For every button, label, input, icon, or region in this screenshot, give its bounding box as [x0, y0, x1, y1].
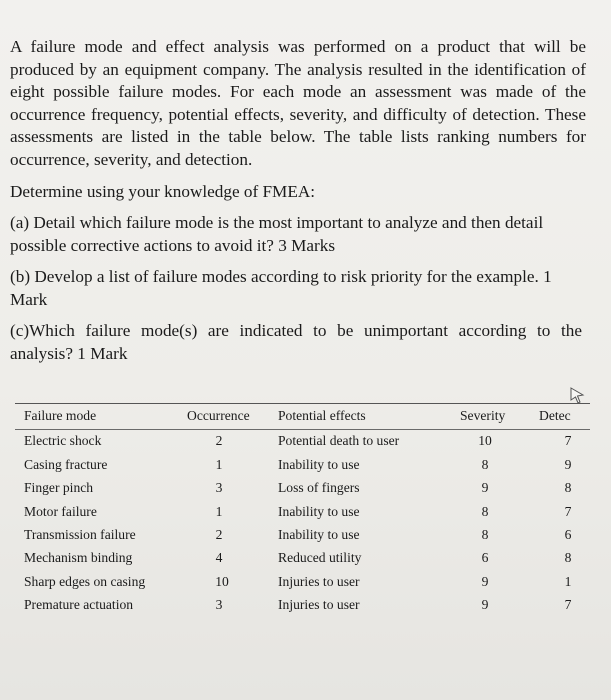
table-cell-mode: Electric shock: [24, 433, 102, 448]
table-cell-occurrence: 2: [215, 433, 223, 448]
table-cell-effect: Injuries to user: [278, 597, 360, 612]
table-cell-occurrence: 3: [215, 597, 223, 612]
table-cell-severity: 8: [481, 457, 489, 472]
header-detection: Detec: [539, 408, 571, 423]
table-cell-occurrence: 2: [215, 527, 223, 542]
table-cell-occurrence: 10: [215, 574, 229, 589]
table-cell-occurrence: 1: [215, 457, 223, 472]
table-cell-severity: 9: [481, 574, 489, 589]
table-cell-mode: Motor failure: [24, 504, 97, 519]
table-cell-occurrence: 1: [215, 504, 223, 519]
table-cell-severity: 9: [481, 480, 489, 495]
table-cell-detection: 8: [564, 480, 572, 495]
table-cell-severity: 10: [478, 433, 492, 448]
table-cell-detection: 7: [564, 433, 572, 448]
table-cell-detection: 1: [564, 574, 572, 589]
table-cell-mode: Mechanism binding: [24, 550, 133, 565]
table-cell-detection: 6: [564, 527, 572, 542]
table-cell-severity: 8: [481, 527, 489, 542]
table-cell-detection: 8: [564, 550, 572, 565]
table-cell-detection: 9: [564, 457, 572, 472]
table-cell-effect: Reduced utility: [278, 550, 362, 565]
table-top-rule: [15, 403, 590, 404]
table-header-rule: [15, 429, 590, 430]
table-cell-mode: Casing fracture: [24, 457, 108, 472]
question-part-c: (c)Which failure mode(s) are indicated to be unimportant according to the analysis? 1 Mark: [10, 321, 582, 363]
table-cell-mode: Premature actuation: [24, 597, 134, 612]
table-cell-severity: 8: [481, 504, 489, 519]
table-cell-detection: 7: [564, 504, 572, 519]
table-cell-effect: Injuries to user: [278, 574, 360, 589]
table-cell-severity: 9: [481, 597, 489, 612]
table-cell-mode: Finger pinch: [24, 480, 94, 495]
problem-intro: A failure mode and effect analysis was performed on a product that will be produced by an equipment company. The analysis resulted in the identification of eight possible failure modes. For each mode an assessment was made of the occurrence frequency, potential effects, severity, and difficulty of detection. These assessments are listed in the table below. The table lists ranking numbers for occurrence, severity, and detection.: [10, 37, 586, 169]
header-potential-effects: Potential effects: [278, 408, 366, 423]
table-cell-effect: Inability to use: [278, 504, 360, 519]
table-cell-effect: Inability to use: [278, 457, 360, 472]
table-cell-effect: Loss of fingers: [278, 480, 360, 495]
table-cell-mode: Transmission failure: [24, 527, 136, 542]
question-part-a: (a) Detail which failure mode is the most important to analyze and then detail possible corrective actions to avoid it? 3 Marks: [10, 213, 544, 255]
cursor-arrow-icon: [568, 386, 586, 404]
question-part-b: (b) Develop a list of failure modes according to risk priority for the example. 1 Mark: [10, 267, 552, 309]
table-cell-severity: 6: [481, 550, 489, 565]
table-cell-mode: Sharp edges on casing: [24, 574, 146, 589]
table-cell-detection: 7: [564, 597, 572, 612]
instruction-text: Determine using your knowledge of FMEA:: [10, 182, 316, 201]
header-severity: Severity: [460, 408, 506, 423]
table-cell-effect: Potential death to user: [278, 433, 400, 448]
header-occurrence: Occurrence: [187, 408, 250, 423]
header-failure-mode: Failure mode: [24, 408, 97, 423]
table-cell-occurrence: 4: [215, 550, 223, 565]
table-cell-occurrence: 3: [215, 480, 223, 495]
table-cell-effect: Inability to use: [278, 527, 360, 542]
